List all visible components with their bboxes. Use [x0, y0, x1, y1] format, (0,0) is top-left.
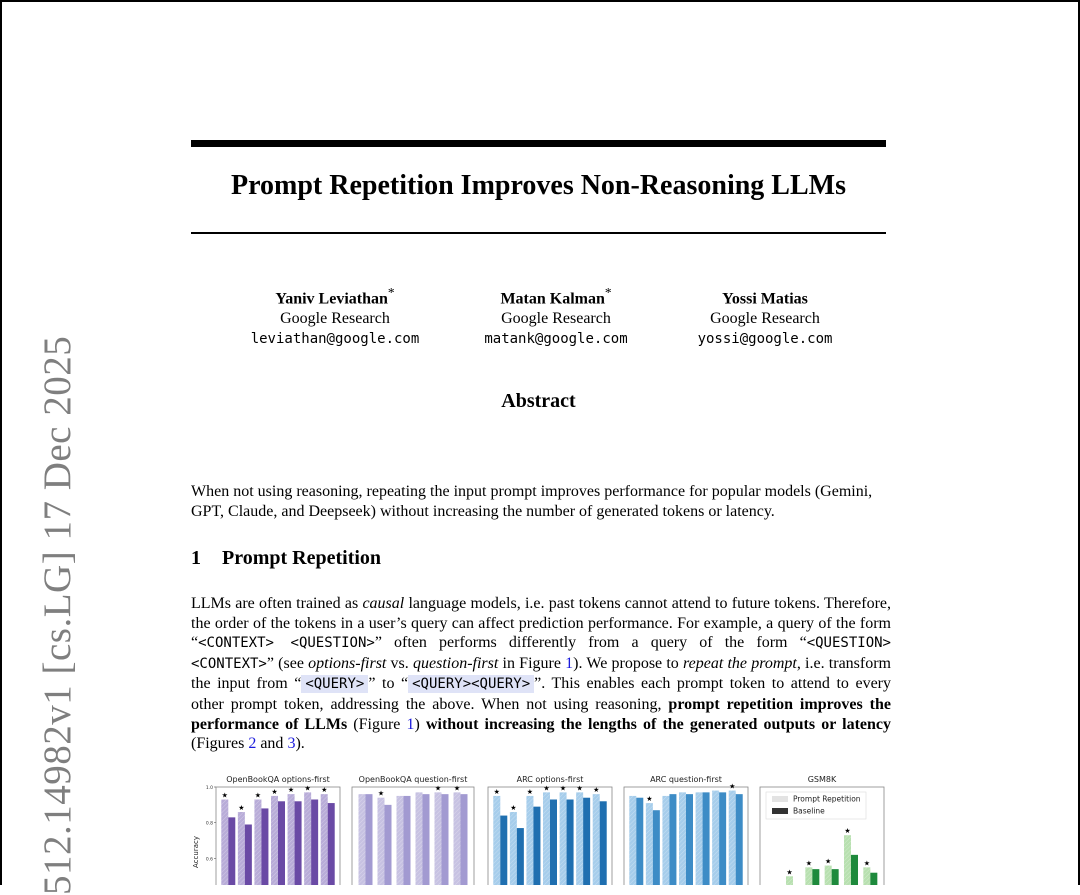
bar-baseline	[500, 816, 507, 885]
text-run: ”. This enables each prompt token to attend to every other prompt token, addressing the above. When not using reasoning,	[191, 675, 892, 713]
significance-star: ★	[221, 791, 228, 800]
bar-hatch	[863, 867, 870, 885]
bar-hatch	[646, 803, 653, 885]
significance-star: ★	[287, 786, 295, 795]
bar-hatch	[662, 796, 669, 885]
bar-baseline	[311, 800, 318, 886]
author-block-2	[461, 283, 651, 349]
text-italic: options-first	[308, 654, 387, 672]
section-heading	[191, 547, 381, 570]
legend-label: Baseline	[793, 806, 825, 816]
figure-1-link[interactable]: 1	[406, 715, 415, 733]
bar-hatch	[560, 792, 567, 885]
text-run: LLMs are often trained as	[191, 595, 363, 612]
y-tick-label: 0.8	[205, 821, 213, 827]
code-query: <QUERY>	[301, 675, 368, 693]
arxiv-stamp: 512.14982v1 [cs.LG] 17 Dec 2025	[36, 335, 79, 895]
significance-star: ★	[786, 868, 793, 877]
bar-hatch	[629, 796, 636, 885]
bar-baseline	[517, 828, 524, 885]
bar-hatch	[378, 798, 385, 885]
author-mark: *	[604, 285, 612, 300]
text-bold: prompt repetition improves the performance of LLMs	[191, 695, 891, 733]
text-run: (Figures	[191, 735, 249, 753]
significance-star: ★	[863, 859, 870, 868]
bar-baseline	[669, 794, 676, 885]
chart-title: GSM8K	[807, 775, 837, 784]
bar-hatch	[304, 792, 311, 885]
legend-label: Prompt Repetition	[793, 794, 861, 804]
bar-baseline	[366, 794, 373, 885]
significance-star: ★	[304, 784, 311, 793]
page-left-border	[0, 0, 2, 885]
bar-hatch	[576, 792, 583, 885]
bar-hatch	[786, 876, 793, 885]
abstract-text: When not using reasoning, repeating the input prompt improves performance for popular models (Gemini, GPT, Claude, and Deepseek) without increasing the number of generated tokens or latency.	[191, 483, 873, 520]
significance-star: ★	[805, 859, 812, 868]
significance-star: ★	[543, 784, 550, 793]
bar-hatch	[696, 792, 703, 885]
bar-baseline	[703, 792, 710, 885]
page-top-border	[0, 0, 1080, 2]
chart-title: ARC options-first	[516, 775, 584, 784]
bar-hatch	[321, 794, 328, 885]
text-run: ” (see	[266, 654, 309, 672]
figure-1-link[interactable]: 1	[565, 654, 574, 672]
text-run: in Figure	[498, 654, 566, 672]
bar-baseline	[600, 801, 607, 885]
bar-baseline	[228, 817, 235, 885]
chart-title: ARC question-first	[650, 775, 722, 784]
bar-baseline	[550, 800, 557, 886]
bar-baseline	[328, 803, 335, 885]
bar-baseline	[245, 825, 252, 886]
bar-baseline	[851, 855, 858, 885]
section-number: 1	[191, 547, 201, 569]
code-query-query: <QUERY><QUERY>	[408, 675, 534, 693]
author-mark: *	[387, 285, 395, 300]
text-run: (Figure	[347, 715, 407, 733]
text-italic: causal	[362, 595, 405, 612]
chart-title: OpenBookQA options-first	[226, 775, 330, 784]
bar-hatch	[510, 812, 517, 885]
bar-baseline	[653, 810, 660, 885]
author-name: Yossi Matias	[722, 290, 808, 308]
text-run: ).	[295, 735, 305, 753]
bar-hatch	[454, 792, 461, 885]
chart-title: OpenBookQA question-first	[358, 775, 468, 784]
figure-2-link[interactable]: 2	[248, 735, 257, 753]
code-question-context: <QUESTION> <CONTEXT>	[191, 635, 891, 672]
bar-hatch	[271, 796, 278, 885]
text-italic: question-first	[412, 654, 499, 672]
author-affiliation: Google Research	[501, 310, 611, 328]
significance-star: ★	[238, 804, 245, 812]
bar-baseline	[812, 869, 819, 885]
bar-hatch	[359, 794, 366, 885]
author-affiliation: Google Research	[280, 310, 390, 328]
significance-star: ★	[729, 782, 736, 791]
bar-hatch	[543, 792, 550, 885]
bar-baseline	[442, 794, 449, 885]
author-block-3	[670, 283, 860, 349]
bar-baseline	[567, 800, 574, 886]
legend-swatch-baseline	[772, 808, 788, 814]
bar-hatch	[593, 794, 600, 885]
bar-baseline	[385, 805, 392, 885]
significance-star: ★	[825, 857, 832, 866]
bar-baseline	[870, 873, 877, 885]
bar-baseline	[261, 808, 268, 885]
significance-star: ★	[646, 795, 653, 804]
figure-3-link[interactable]: 3	[287, 735, 296, 753]
legend-swatch-repetition	[772, 796, 788, 802]
y-tick-label: 1.0	[205, 786, 213, 791]
bar-hatch	[679, 792, 686, 885]
bar-hatch	[254, 800, 261, 886]
text-run: ). We propose to	[573, 654, 683, 672]
bar-baseline	[295, 801, 302, 885]
text-run: , i.e. transform the input from “	[191, 654, 892, 693]
text-run: vs.	[386, 654, 413, 672]
bar-baseline	[423, 794, 430, 885]
text-run: ” often performs differently from a query of the form “	[374, 634, 807, 652]
bar-baseline	[278, 801, 285, 885]
bar-hatch	[805, 867, 812, 885]
significance-star: ★	[434, 784, 442, 793]
bar-baseline	[461, 794, 468, 885]
paper-title: Prompt Repetition Improves Non-Reasoning LLMs	[231, 170, 846, 201]
bar-baseline	[832, 869, 839, 885]
y-axis-label: Accuracy	[192, 836, 200, 868]
significance-star: ★	[453, 784, 461, 793]
significance-star: ★	[510, 804, 517, 812]
bar-hatch	[397, 796, 404, 885]
significance-star: ★	[559, 784, 567, 793]
significance-star: ★	[321, 786, 328, 795]
significance-star: ★	[526, 787, 534, 796]
author-name: Yaniv Leviathan	[275, 290, 388, 308]
body-paragraph	[191, 594, 891, 754]
title-rule-top	[191, 140, 886, 147]
significance-star: ★	[576, 784, 583, 793]
significance-star: ★	[377, 789, 385, 798]
author-name: Matan Kalman	[500, 290, 605, 308]
author-email[interactable]: matank@google.com	[484, 331, 628, 348]
author-block-1	[240, 283, 430, 349]
y-tick-label: 0.6	[205, 857, 213, 863]
bar-hatch	[712, 791, 719, 885]
bar-baseline	[533, 807, 540, 885]
text-run: )	[414, 715, 426, 733]
text-bold: without increasing the lengths of the generated outputs or latency	[425, 715, 891, 733]
section-title: Prompt Repetition	[222, 547, 382, 569]
bar-hatch	[526, 796, 533, 885]
title-rule-bottom	[191, 232, 886, 234]
bar-hatch	[288, 794, 295, 885]
author-affiliation: Google Research	[710, 310, 820, 328]
bar-baseline	[583, 798, 590, 885]
figure-1	[190, 772, 890, 885]
author-email[interactable]: yossi@google.com	[697, 331, 833, 348]
bar-baseline	[636, 798, 643, 885]
bar-baseline	[404, 796, 411, 885]
author-email[interactable]: leviathan@google.com	[250, 331, 420, 348]
bar-baseline	[719, 792, 726, 885]
bar-hatch	[435, 792, 442, 885]
bar-hatch	[825, 866, 832, 885]
significance-star: ★	[493, 787, 500, 796]
significance-star: ★	[271, 787, 278, 796]
abstract-heading: Abstract	[501, 390, 576, 412]
significance-star: ★	[844, 827, 851, 836]
text-italic: repeat the prompt	[683, 654, 797, 672]
text-run: and	[256, 735, 288, 753]
bar-hatch	[493, 796, 500, 885]
text-run: ” to “	[368, 675, 409, 693]
bar-hatch	[221, 800, 228, 886]
figure-1-charts	[190, 772, 890, 885]
bar-baseline	[686, 794, 693, 885]
bar-baseline	[736, 794, 743, 885]
bar-hatch	[729, 791, 736, 885]
bar-hatch	[238, 812, 245, 885]
bar-hatch	[416, 792, 423, 885]
significance-star: ★	[254, 791, 262, 800]
text-run: language models, i.e. past tokens cannot attend to future tokens. Therefore, the order of the tokens in a user’s query can affect prediction performance. For example, a query of the form “	[191, 595, 892, 652]
significance-star: ★	[593, 786, 600, 795]
bar-hatch	[844, 835, 851, 885]
code-context-question: <CONTEXT> <QUESTION>	[198, 635, 375, 652]
